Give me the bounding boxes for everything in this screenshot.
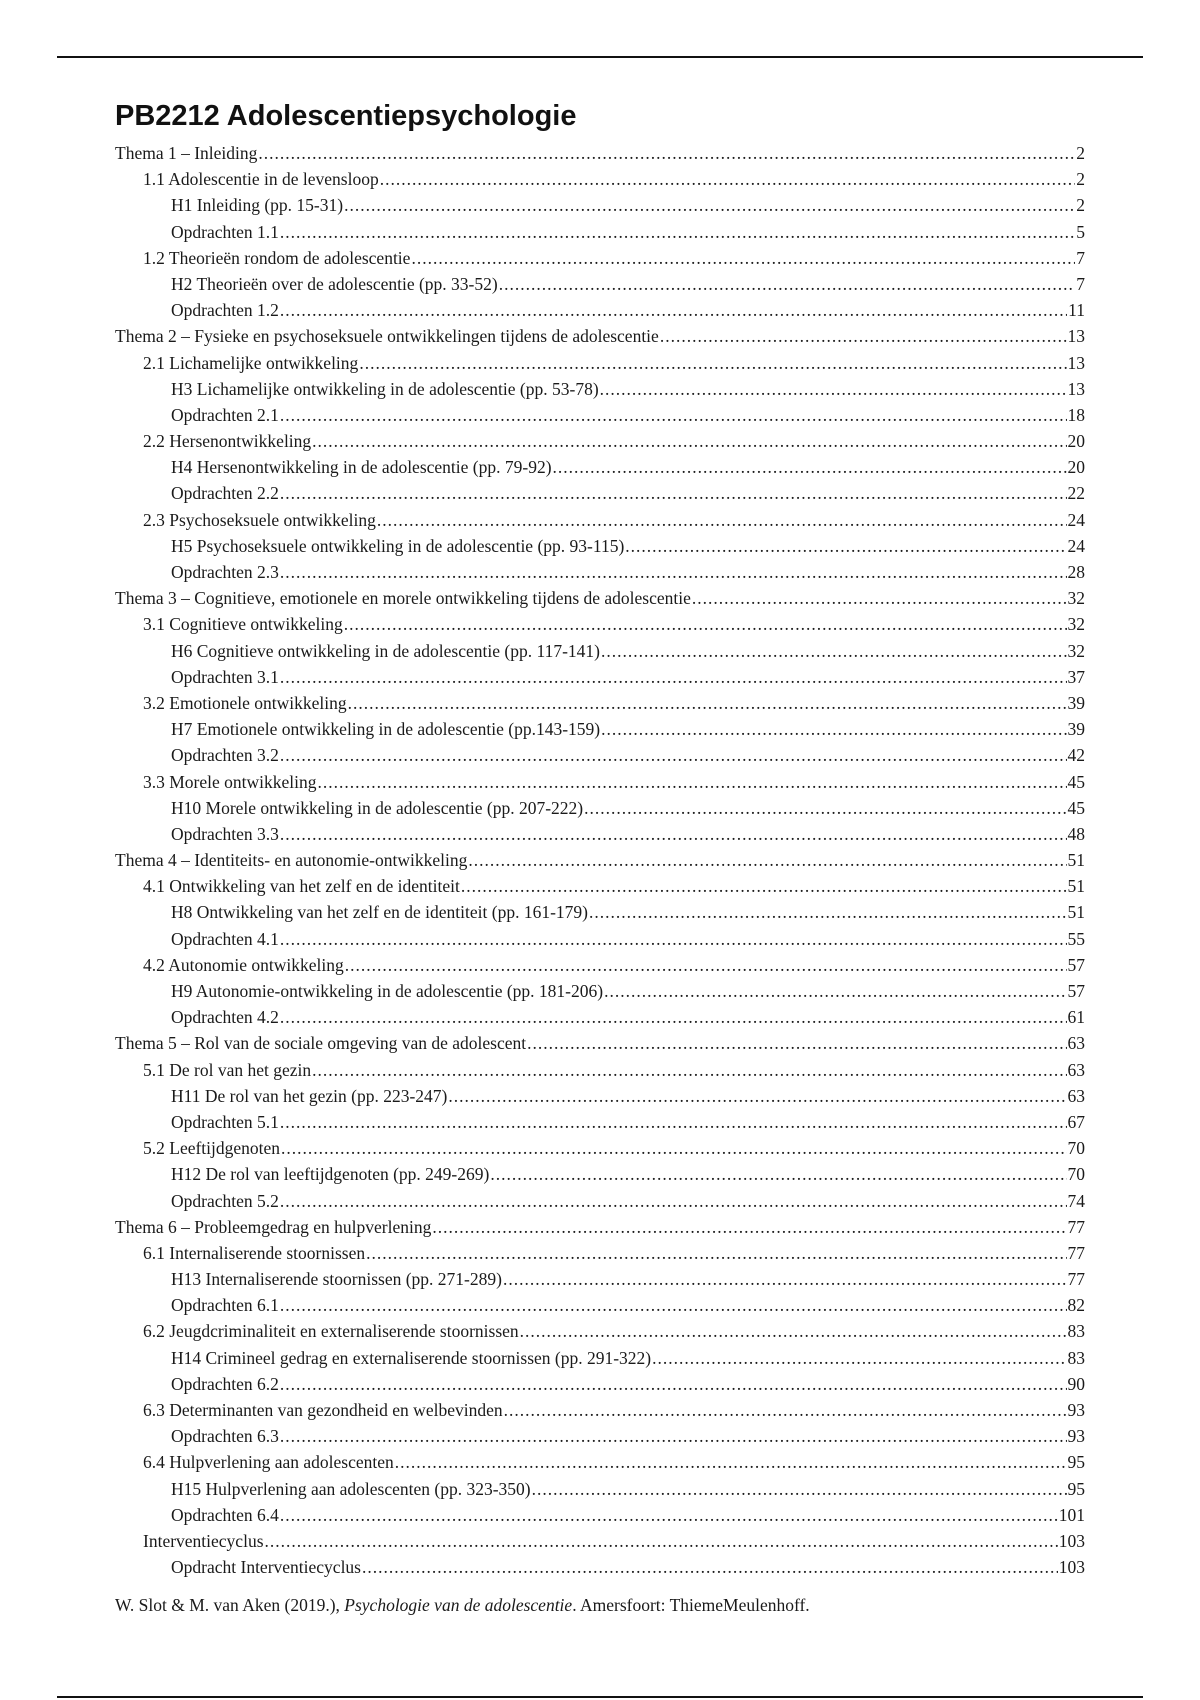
- toc-dot-leader: [280, 297, 1067, 323]
- toc-entry[interactable]: [115, 1188, 1085, 1214]
- toc-entry[interactable]: [115, 1345, 1085, 1371]
- toc-entry-label: Opdrachten 6.4: [171, 1504, 279, 1525]
- toc-dot-leader: [601, 716, 1066, 742]
- toc-dot-leader: [265, 1528, 1058, 1554]
- toc-entry-label: 1.1 Adolescentie in de levensloop: [143, 169, 379, 190]
- toc-entry[interactable]: [115, 742, 1085, 768]
- toc-entry-label: Thema 5 – Rol van de sociale omgeving van de adolescent: [115, 1033, 527, 1054]
- toc-entry[interactable]: [115, 795, 1085, 821]
- toc-entry-label: Opdracht Interventiecyclus: [171, 1557, 361, 1578]
- toc-dot-leader: [258, 140, 1075, 166]
- toc-entry-label: H10 Morele ontwikkeling in de adolescentie (pp. 207-222): [171, 797, 584, 818]
- toc-entry-page-number: 2: [1076, 169, 1085, 190]
- toc-entry-page-number: 103: [1058, 1557, 1085, 1578]
- toc-entry[interactable]: [115, 1214, 1085, 1240]
- toc-entry-page-number: 51: [1067, 876, 1085, 897]
- toc-entry[interactable]: [115, 507, 1085, 533]
- toc-entry-page-number: 83: [1067, 1321, 1085, 1342]
- toc-entry[interactable]: [115, 1109, 1085, 1135]
- toc-entry-label: H14 Crimineel gedrag en externaliserende stoornissen (pp. 291-322): [171, 1347, 652, 1368]
- toc-entry-label: Thema 6 – Probleemgedrag en hulpverlening: [115, 1216, 432, 1237]
- toc-dot-leader: [604, 978, 1066, 1004]
- toc-entry-label: H2 Theorieën over de adolescentie (pp. 33-52): [171, 273, 498, 294]
- toc-entry-page-number: 67: [1067, 1111, 1085, 1132]
- toc-entry-label: 2.1 Lichamelijke ontwikkeling: [143, 352, 359, 373]
- toc-entry-page-number: 13: [1067, 352, 1085, 373]
- toc-entry-page-number: 20: [1067, 431, 1085, 452]
- toc-dot-leader: [589, 899, 1067, 925]
- toc-dot-leader: [600, 376, 1067, 402]
- toc-entry[interactable]: [115, 1161, 1085, 1187]
- toc-dot-leader: [280, 1423, 1067, 1449]
- toc-dot-leader: [490, 1161, 1066, 1187]
- toc-entry-label: H15 Hulpverlening aan adolescenten (pp. 323-350): [171, 1478, 531, 1499]
- toc-entry-page-number: 28: [1067, 562, 1085, 582]
- toc-entry-label: Opdrachten 5.2: [171, 1190, 279, 1211]
- toc-entry-label: 4.2 Autonomie ontwikkeling: [143, 954, 344, 975]
- toc-entry-label: 3.1 Cognitieve ontwikkeling: [143, 614, 343, 635]
- toc-entry-page-number: 2: [1076, 143, 1085, 163]
- toc-entry-page-number: 32: [1067, 640, 1085, 661]
- toc-entry[interactable]: [115, 952, 1085, 978]
- toc-entry[interactable]: [115, 1292, 1085, 1318]
- toc-entry-label: H9 Autonomie-ontwikkeling in de adolescentie (pp. 181-206): [171, 981, 604, 1001]
- toc-entry-page-number: 7: [1076, 247, 1085, 268]
- toc-entry-label: Opdrachten 3.2: [171, 745, 279, 766]
- toc-entry-label: H5 Psychoseksuele ontwikkeling in de adolescentie (pp. 93-115): [171, 535, 625, 556]
- header-rule: [57, 56, 1143, 58]
- toc-entry-label: Thema 2 – Fysieke en psychoseksuele ontwikkelingen tijdens de adolescentie: [115, 326, 659, 347]
- toc-entry[interactable]: [115, 638, 1085, 664]
- toc-dot-leader: [280, 1502, 1058, 1528]
- toc-entry-label: Opdrachten 2.3: [171, 562, 279, 582]
- toc-dot-leader: [432, 1214, 1066, 1240]
- toc-entry-label: Opdrachten 4.2: [171, 1007, 279, 1028]
- toc-entry-page-number: 77: [1067, 1216, 1085, 1237]
- toc-entry[interactable]: [115, 533, 1085, 559]
- toc-entry[interactable]: [115, 1057, 1085, 1083]
- toc-entry[interactable]: [115, 140, 1085, 166]
- toc-dot-leader: [461, 873, 1067, 899]
- toc-dot-leader: [468, 847, 1066, 873]
- toc-entry[interactable]: [115, 873, 1085, 899]
- toc-entry-label: 6.2 Jeugdcriminaliteit en externaliserende stoornissen: [143, 1321, 519, 1342]
- toc-dot-leader: [362, 1554, 1058, 1580]
- toc-entry-page-number: 82: [1067, 1295, 1085, 1316]
- toc-entry-page-number: 24: [1067, 509, 1085, 530]
- toc-entry-page-number: 103: [1058, 1530, 1085, 1551]
- toc-entry-label: Opdrachten 6.3: [171, 1426, 279, 1447]
- toc-entry-page-number: 93: [1067, 1426, 1085, 1447]
- toc-entry-label: 5.1 De rol van het gezin: [143, 1059, 312, 1080]
- toc-entry-label: Opdrachten 2.1: [171, 404, 279, 425]
- toc-entry-page-number: 95: [1067, 1452, 1085, 1473]
- toc-dot-leader: [280, 402, 1067, 428]
- document-body: [115, 96, 1085, 1636]
- toc-entry-page-number: 74: [1067, 1190, 1085, 1211]
- toc-entry-page-number: 24: [1067, 535, 1085, 556]
- toc-entry-label: 3.2 Emotionele ontwikkeling: [143, 692, 347, 713]
- toc-dot-leader: [312, 1057, 1066, 1083]
- toc-dot-leader: [660, 323, 1067, 349]
- toc-entry[interactable]: [115, 716, 1085, 742]
- toc-entry[interactable]: [115, 1240, 1085, 1266]
- toc-dot-leader: [318, 769, 1067, 795]
- toc-entry-label: Opdrachten 4.1: [171, 928, 279, 949]
- toc-entry-page-number: 77: [1067, 1242, 1085, 1263]
- toc-entry-label: Opdrachten 3.1: [171, 666, 279, 687]
- toc-entry[interactable]: [115, 559, 1085, 585]
- toc-entry-page-number: 48: [1067, 823, 1085, 844]
- toc-entry-label: 3.3 Morele ontwikkeling: [143, 771, 317, 792]
- toc-dot-leader: [280, 559, 1067, 585]
- toc-entry-page-number: 20: [1067, 457, 1085, 478]
- toc-entry-page-number: 13: [1067, 326, 1085, 347]
- toc-dot-leader: [601, 638, 1067, 664]
- toc-dot-leader: [280, 664, 1067, 690]
- toc-entry-label: H3 Lichamelijke ontwikkeling in de adolescentie (pp. 53-78): [171, 378, 599, 399]
- toc-entry-page-number: 61: [1067, 1007, 1085, 1028]
- toc-entry-page-number: 22: [1067, 483, 1085, 504]
- toc-dot-leader: [499, 271, 1076, 297]
- toc-dot-leader: [280, 1109, 1067, 1135]
- toc-dot-leader: [280, 480, 1067, 506]
- toc-entry-label: H7 Emotionele ontwikkeling in de adolescentie (pp.143-159): [171, 719, 601, 740]
- toc-entry[interactable]: [115, 454, 1085, 480]
- toc-dot-leader: [625, 533, 1066, 559]
- toc-dot-leader: [520, 1318, 1067, 1344]
- toc-entry-label: Opdrachten 2.2: [171, 483, 279, 504]
- toc-dot-leader: [280, 1371, 1067, 1397]
- toc-entry[interactable]: [115, 1554, 1085, 1580]
- toc-entry[interactable]: [115, 350, 1085, 376]
- toc-dot-leader: [344, 611, 1067, 637]
- toc-entry[interactable]: [115, 978, 1085, 1004]
- toc-entry-label: Opdrachten 6.1: [171, 1295, 279, 1316]
- toc-entry-page-number: 7: [1076, 273, 1085, 294]
- toc-dot-leader: [366, 1240, 1066, 1266]
- toc-entry[interactable]: [115, 1528, 1085, 1554]
- toc-entry[interactable]: [115, 585, 1085, 611]
- toc-entry-page-number: 93: [1067, 1400, 1085, 1420]
- toc-entry-label: Thema 1 – Inleiding: [115, 143, 258, 163]
- toc-entry-label: 4.1 Ontwikkeling van het zelf en de identiteit: [143, 876, 460, 897]
- toc-entry-label: H1 Inleiding (pp. 15-31): [171, 195, 344, 216]
- toc-entry-label: H6 Cognitieve ontwikkeling in de adolescentie (pp. 117-141): [171, 640, 600, 661]
- toc-entry-page-number: 32: [1067, 614, 1085, 635]
- toc-entry[interactable]: [115, 166, 1085, 192]
- toc-entry[interactable]: [115, 664, 1085, 690]
- toc-entry-page-number: 51: [1067, 850, 1085, 871]
- toc-dot-leader: [532, 1476, 1067, 1502]
- toc-entry-label: 6.1 Internaliserende stoornissen: [143, 1242, 366, 1263]
- toc-entry-page-number: 32: [1067, 588, 1085, 609]
- toc-entry[interactable]: [115, 1318, 1085, 1344]
- toc-entry-page-number: 13: [1067, 378, 1085, 399]
- toc-entry[interactable]: [115, 323, 1085, 349]
- toc-entry[interactable]: [115, 1502, 1085, 1528]
- toc-entry-page-number: 2: [1076, 195, 1085, 216]
- toc-entry[interactable]: [115, 1083, 1085, 1109]
- reference-authors: W. Slot & M. van Aken (2019.),: [115, 1595, 345, 1616]
- toc-entry-label: H4 Hersenontwikkeling in de adolescentie (pp. 79-92): [171, 457, 552, 478]
- toc-dot-leader: [377, 507, 1067, 533]
- toc-entry[interactable]: [115, 821, 1085, 847]
- toc-entry-label: 5.2 Leeftijdgenoten: [143, 1138, 281, 1159]
- toc-entry-page-number: 37: [1067, 666, 1085, 687]
- toc-entry[interactable]: [115, 192, 1085, 218]
- toc-entry[interactable]: [115, 1423, 1085, 1449]
- toc-entry[interactable]: [115, 1397, 1085, 1423]
- toc-entry[interactable]: [115, 219, 1085, 245]
- toc-entry-label: 6.3 Determinanten van gezondheid en welbevinden: [143, 1400, 503, 1420]
- toc-entry[interactable]: [115, 1371, 1085, 1397]
- toc-dot-leader: [280, 742, 1067, 768]
- toc-entry-label: 2.3 Psychoseksuele ontwikkeling: [143, 509, 376, 530]
- toc-entry-label: 2.2 Hersenontwikkeling: [143, 431, 312, 452]
- toc-entry[interactable]: [115, 271, 1085, 297]
- toc-entry-page-number: 77: [1067, 1269, 1085, 1290]
- toc-entry[interactable]: [115, 428, 1085, 454]
- reference-citation: [115, 1592, 1085, 1618]
- toc-dot-leader: [281, 1135, 1066, 1161]
- toc-entry-page-number: 95: [1067, 1478, 1085, 1499]
- toc-entry-label: H11 De rol van het gezin (pp. 223-247): [171, 1085, 448, 1106]
- toc-dot-leader: [280, 926, 1067, 952]
- toc-entry-label: Interventiecyclus: [143, 1530, 264, 1551]
- toc-entry-page-number: 39: [1067, 719, 1085, 740]
- toc-entry[interactable]: [115, 847, 1085, 873]
- toc-entry-page-number: 63: [1067, 1085, 1085, 1106]
- reference-book-title: Psychologie van de adolescentie: [344, 1595, 573, 1616]
- toc-entry-page-number: 63: [1067, 1059, 1085, 1080]
- toc-dot-leader: [692, 585, 1067, 611]
- toc-dot-leader: [359, 350, 1066, 376]
- toc-entry-page-number: 55: [1067, 928, 1085, 949]
- footer-rule: [57, 1696, 1143, 1698]
- toc-entry[interactable]: [115, 480, 1085, 506]
- toc-entry[interactable]: [115, 899, 1085, 925]
- toc-entry-page-number: 51: [1067, 902, 1085, 923]
- toc-entry-page-number: 63: [1067, 1033, 1085, 1054]
- toc-entry[interactable]: [115, 690, 1085, 716]
- toc-entry[interactable]: [115, 1004, 1085, 1030]
- toc-entry[interactable]: [115, 769, 1085, 795]
- toc-dot-leader: [448, 1083, 1066, 1109]
- toc-entry-label: H8 Ontwikkeling van het zelf en de identiteit (pp. 161-179): [171, 902, 588, 923]
- toc-entry[interactable]: [115, 1476, 1085, 1502]
- toc-entry-page-number: 83: [1067, 1347, 1085, 1368]
- toc-entry-page-number: 57: [1067, 954, 1085, 975]
- page-title: PB2212 Adolescentiepsychologie: [115, 100, 577, 132]
- toc-dot-leader: [527, 1030, 1066, 1056]
- toc-entry-page-number: 45: [1067, 797, 1085, 818]
- toc-dot-leader: [395, 1449, 1067, 1475]
- toc-dot-leader: [280, 219, 1075, 245]
- toc-entry-label: H12 De rol van leeftijdgenoten (pp. 249-269): [171, 1164, 490, 1185]
- toc-entry[interactable]: [115, 297, 1085, 323]
- toc-entry[interactable]: [115, 402, 1085, 428]
- toc-entry[interactable]: [115, 1449, 1085, 1475]
- toc-dot-leader: [280, 821, 1067, 847]
- toc-entry-page-number: 57: [1067, 981, 1085, 1001]
- toc-entry-label: 6.4 Hulpverlening aan adolescenten: [143, 1452, 394, 1473]
- toc-entry-label: Opdrachten 1.1: [171, 221, 279, 242]
- toc-entry[interactable]: [115, 245, 1085, 271]
- toc-dot-leader: [280, 1188, 1067, 1214]
- toc-entry-page-number: 90: [1067, 1373, 1085, 1394]
- reference-publisher: . Amersfoort: ThiemeMeulenhoff.: [572, 1595, 810, 1616]
- toc-entry-page-number: 45: [1067, 771, 1085, 792]
- toc-dot-leader: [312, 428, 1066, 454]
- toc-dot-leader: [553, 454, 1067, 480]
- toc-entry[interactable]: [115, 1266, 1085, 1292]
- toc-dot-leader: [411, 245, 1075, 271]
- toc-entry-page-number: 70: [1067, 1138, 1085, 1159]
- toc-dot-leader: [280, 1004, 1067, 1030]
- toc-entry[interactable]: [115, 611, 1085, 637]
- toc-dot-leader: [503, 1266, 1067, 1292]
- toc-entry[interactable]: [115, 1135, 1085, 1161]
- toc-entry-page-number: 70: [1067, 1164, 1085, 1185]
- toc-entry-page-number: 42: [1067, 745, 1085, 766]
- toc-entry-label: Opdrachten 6.2: [171, 1373, 279, 1394]
- toc-entry-page-number: 11: [1068, 300, 1085, 321]
- toc-dot-leader: [344, 192, 1075, 218]
- toc-dot-leader: [504, 1397, 1067, 1423]
- toc-dot-leader: [584, 795, 1066, 821]
- toc-entry[interactable]: [115, 376, 1085, 402]
- toc-dot-leader: [280, 1292, 1067, 1318]
- toc-dot-leader: [345, 952, 1067, 978]
- toc-entry-label: Thema 4 – Identiteits- en autonomie-ontwikkeling: [115, 850, 468, 871]
- toc-dot-leader: [652, 1345, 1066, 1371]
- toc-entry-label: H13 Internaliserende stoornissen (pp. 271-289): [171, 1269, 502, 1290]
- toc-dot-leader: [348, 690, 1067, 716]
- toc-entry-page-number: 39: [1067, 692, 1085, 713]
- toc-dot-leader: [380, 166, 1076, 192]
- toc-entry-label: Opdrachten 5.1: [171, 1111, 279, 1132]
- toc-entry-page-number: 101: [1058, 1504, 1085, 1525]
- toc-entry-label: Opdrachten 3.3: [171, 823, 279, 844]
- toc-entry[interactable]: [115, 1030, 1085, 1056]
- toc-entry-label: Opdrachten 1.2: [171, 300, 279, 321]
- toc-entry-page-number: 18: [1067, 404, 1085, 425]
- table-of-contents: [115, 140, 1085, 1580]
- toc-entry[interactable]: [115, 926, 1085, 952]
- toc-entry-label: 1.2 Theorieën rondom de adolescentie: [143, 247, 411, 268]
- toc-entry-page-number: 5: [1076, 221, 1085, 242]
- toc-entry-label: Thema 3 – Cognitieve, emotionele en morele ontwikkeling tijdens de adolescentie: [115, 588, 691, 609]
